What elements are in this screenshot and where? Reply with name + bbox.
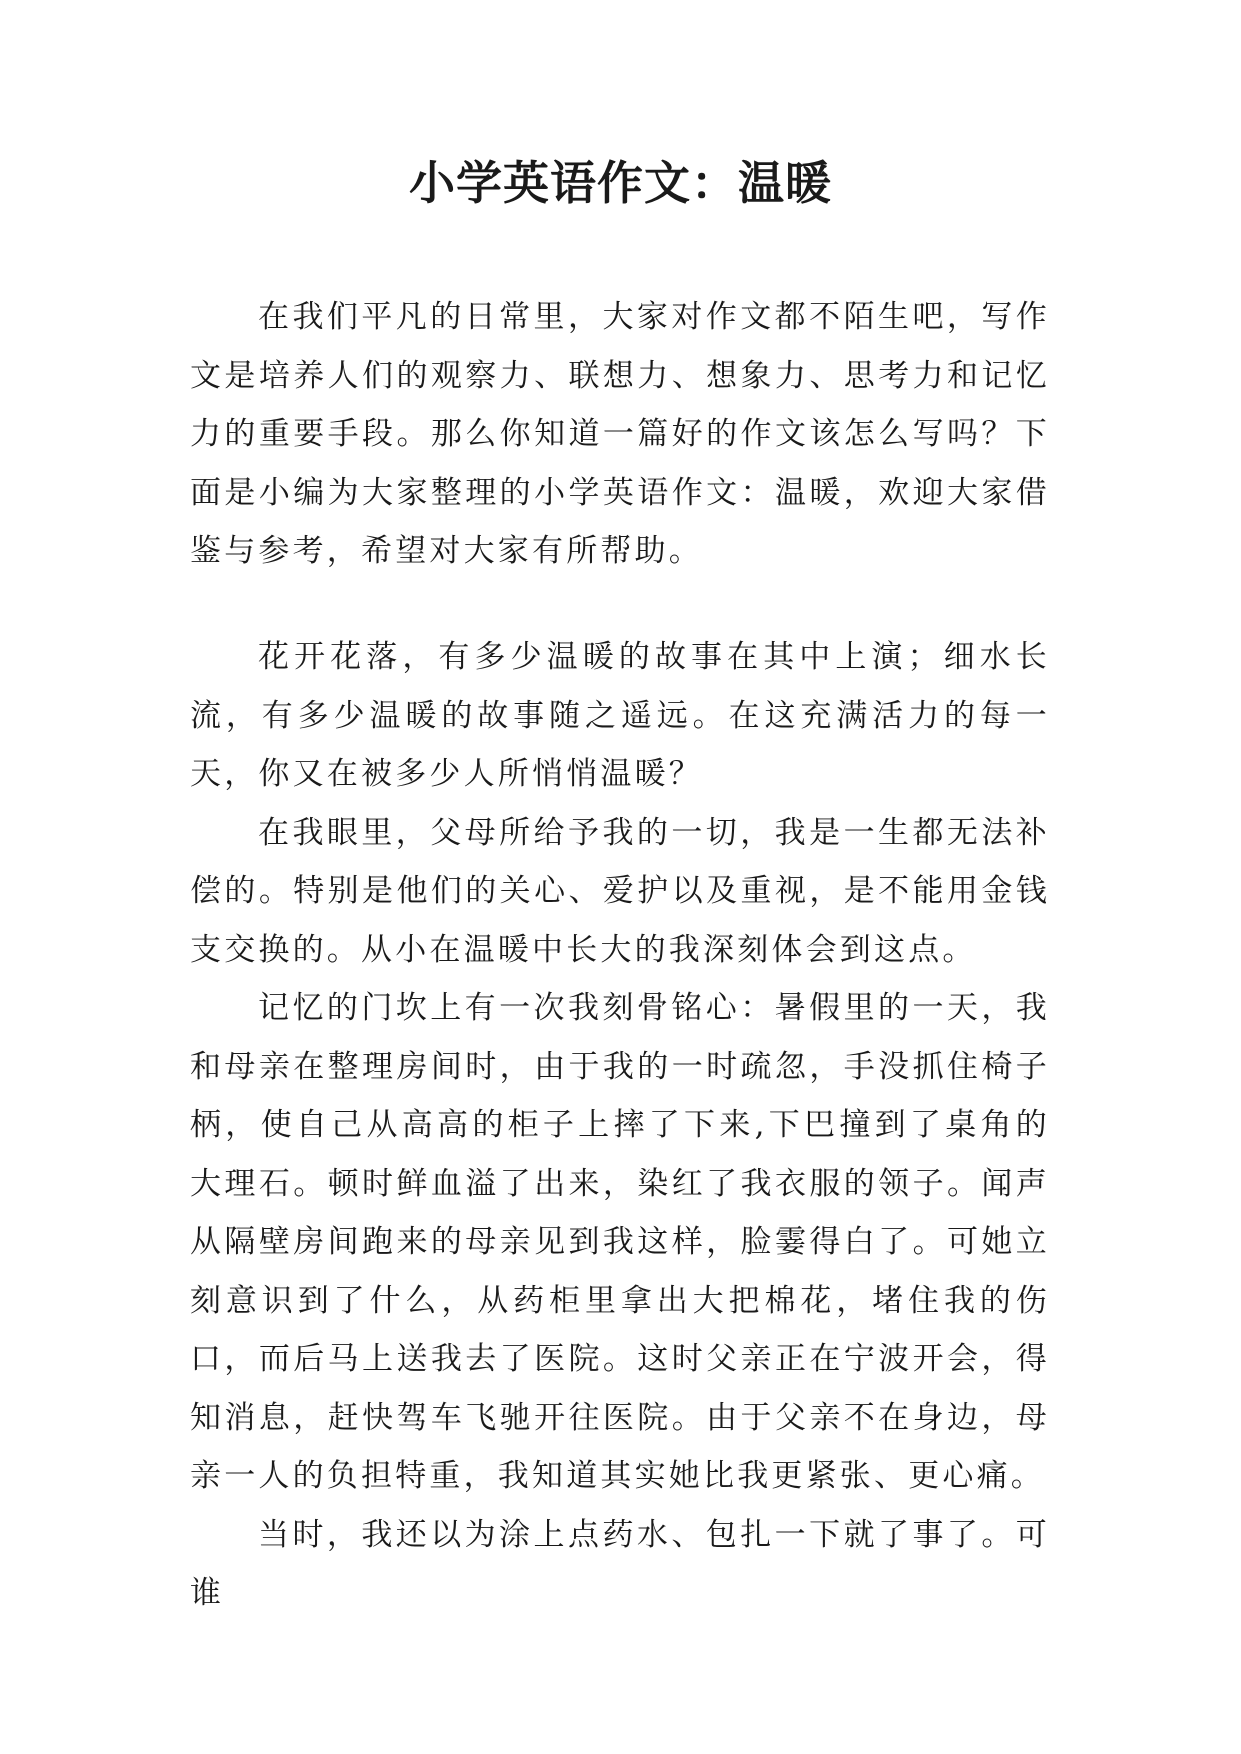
document-title: 小学英语作文：温暖 — [409, 156, 832, 210]
essay-paragraph-3: 记忆的门坎上有一次我刻骨铭心：暑假里的一天，我和母亲在整理房间时，由于我的一时疏忽，手没抓住椅子柄，使自己从高高的柜子上摔了下来,下巴撞到了桌角的大理石。顿时鲜血溢了出来，染红了我衣服的领子。闻声从隔壁房间跑来的母亲见到我这样，脸霎得白了。可她立刻意识到了什么，从药柜里拿出大把棉花，堵住我的伤口，而后马上送我去了医院。这时父亲正在宁波开会，得知消息，赶快驾车飞驰开往医院。由于父亲不在身边，母亲一人的负担特重，我知道其实她比我更紧张、更心痛。 — [190, 990, 1050, 1494]
essay-paragraph-1: 花开花落，有多少温暖的故事在其中上演；细水长流，有多少温暖的故事随之遥远。在这充满活力的每一天，你又在被多少人所悄悄温暖？ — [190, 639, 1050, 792]
essay-paragraph-2: 在我眼里，父母所给予我的一切，我是一生都无法补偿的。特别是他们的关心、爱护以及重视，是不能用金钱支交换的。从小在温暖中长大的我深刻体会到这点。 — [190, 814, 1050, 968]
essay-section — [190, 628, 1050, 1623]
essay-paragraph-4: 当时，我还以为涂上点药水、包扎一下就了事了。可谁 — [190, 1516, 1050, 1611]
intro-section — [190, 288, 1050, 581]
intro-paragraph: 在我们平凡的日常里，大家对作文都不陌生吧，写作文是培养人们的观察力、联想力、想象力、思考力和记忆力的重要手段。那么你知道一篇好的作文该怎么写吗？下面是小编为大家整理的小学英语作文：温暖，欢迎大家借鉴与参考，希望对大家有所帮助。 — [190, 299, 1050, 569]
